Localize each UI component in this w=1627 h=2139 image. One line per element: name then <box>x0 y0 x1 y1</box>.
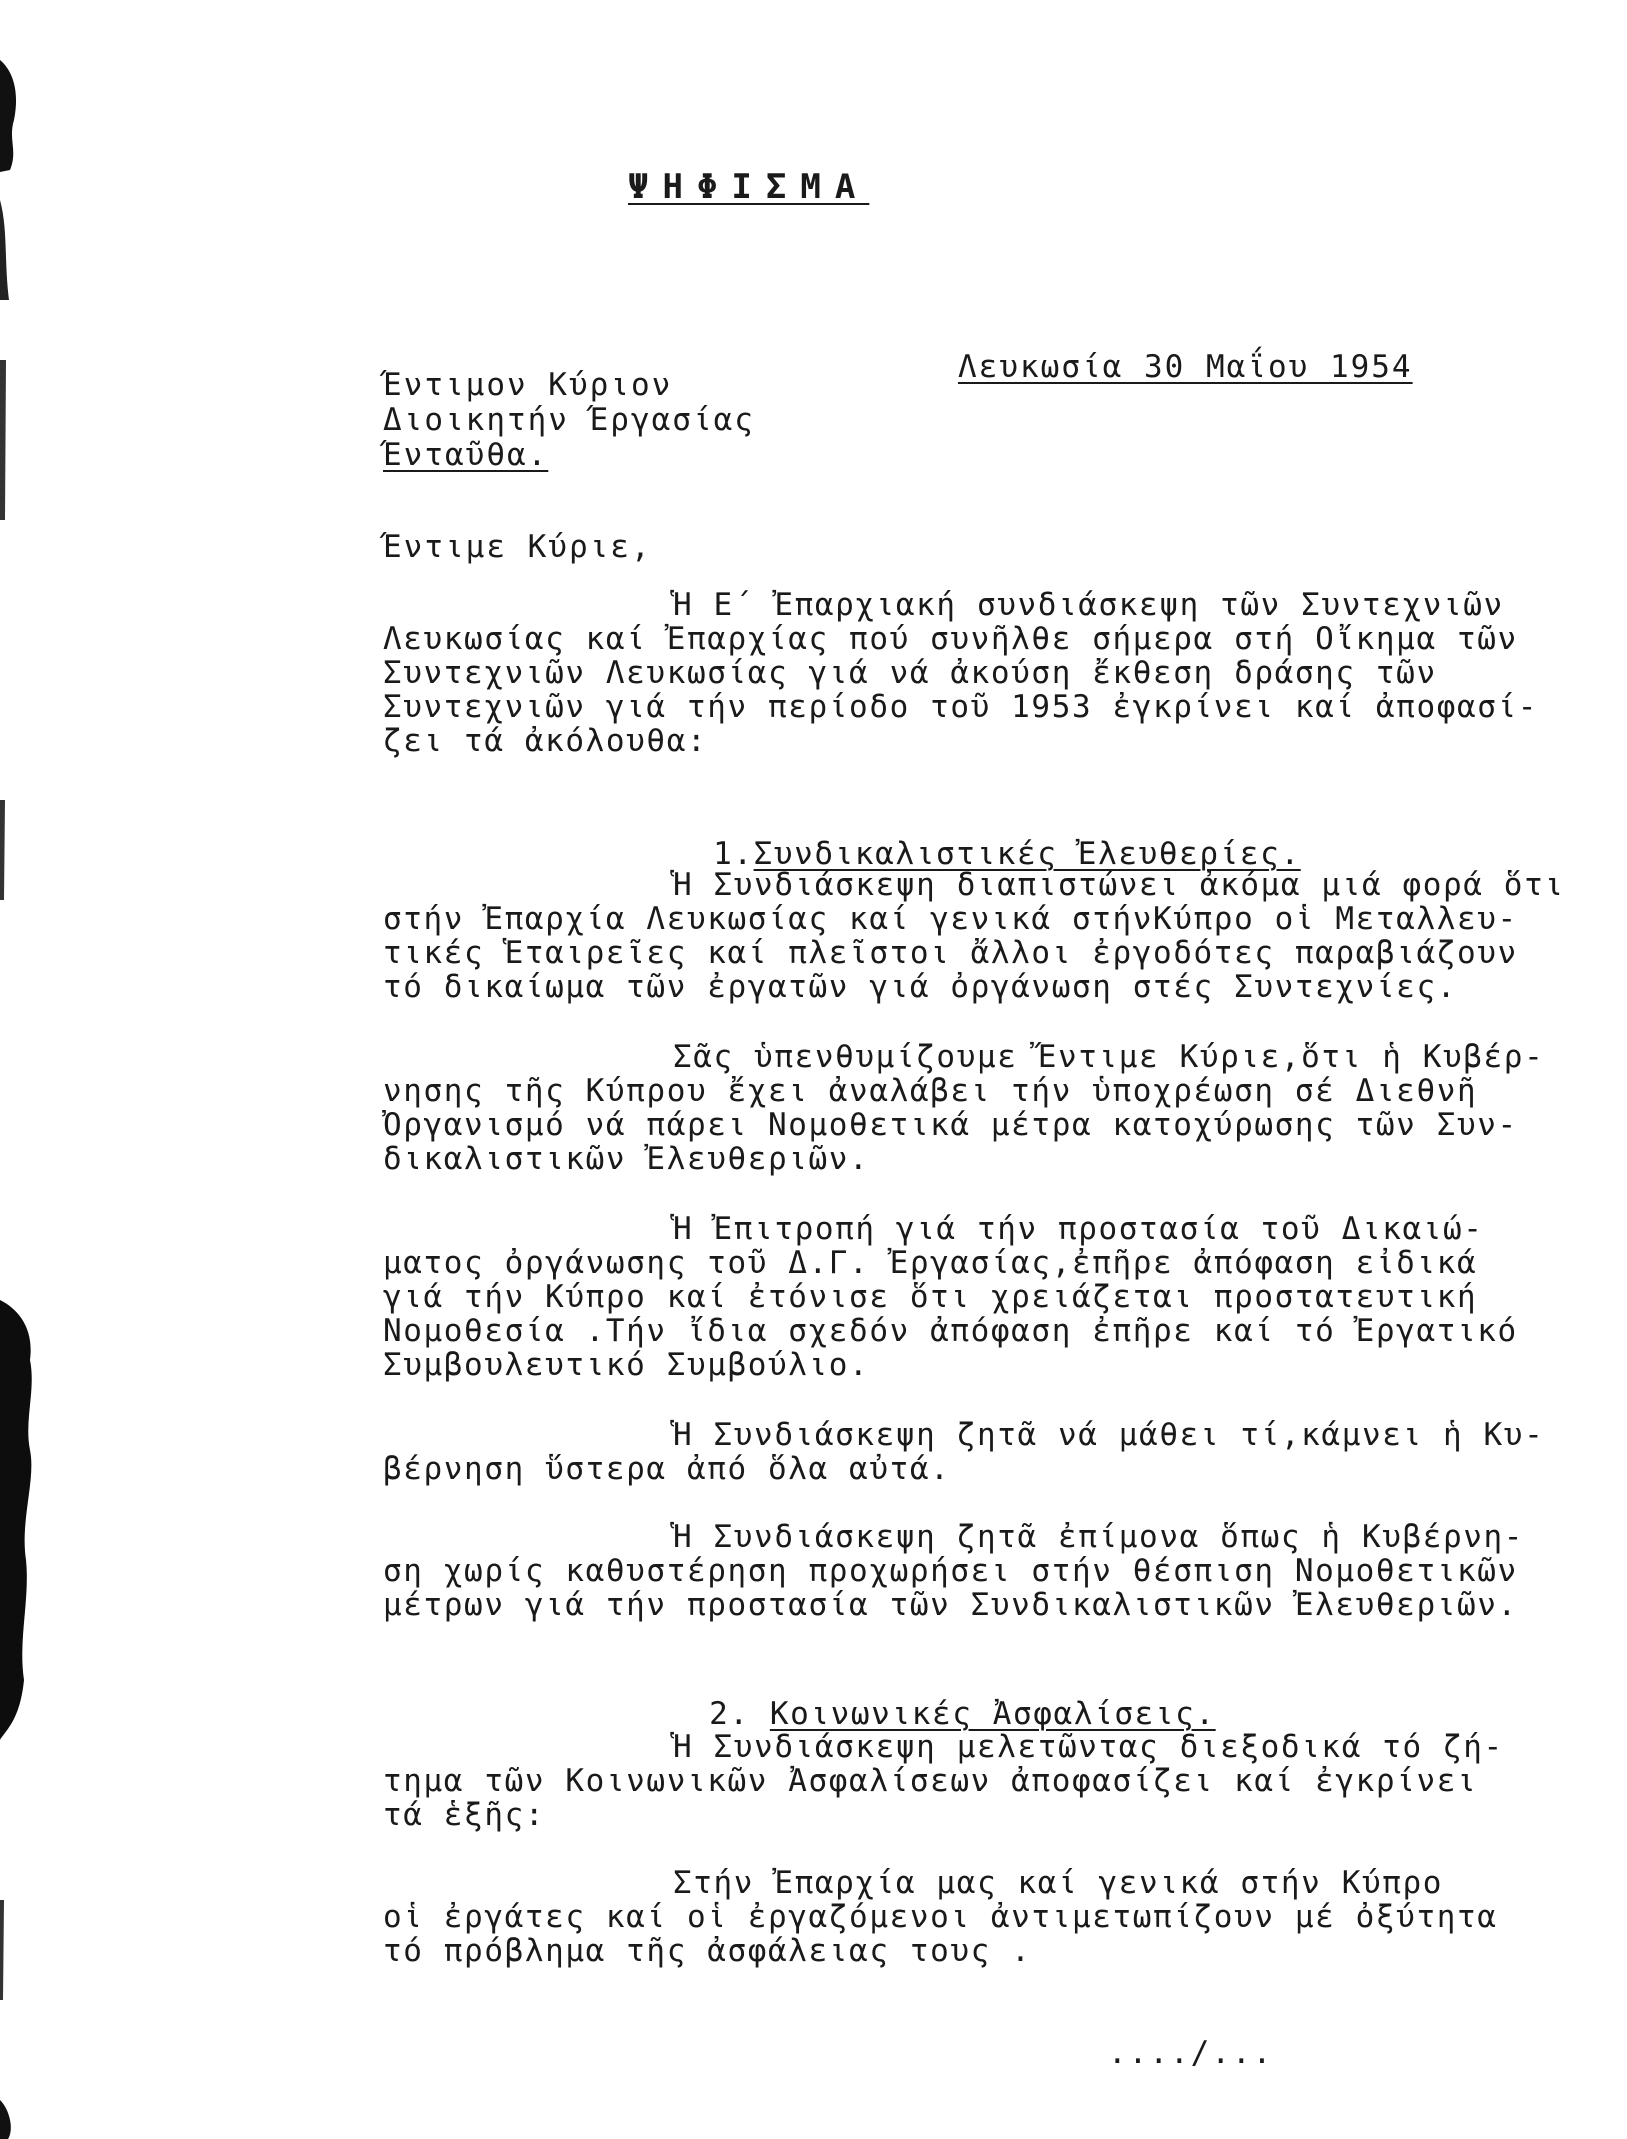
section-title: Συνδικαλιστικές Ἐλευθερίες. <box>753 836 1301 872</box>
text-line: τό πρόβλημα τῆς ἀσφάλειας τους . <box>383 1933 1032 1969</box>
section-1-paragraph-3 <box>383 1212 1583 1382</box>
addressee-line-3: Ένταῦθα. <box>383 437 549 473</box>
section-number: 2. <box>709 1696 750 1732</box>
addressee-line-1: Έντιμον Κύριον <box>383 367 673 403</box>
text-line: Συντεχνιῶν Λευκωσίας γιά νά ἀκούση ἔκθεση δράσης τῶν <box>383 655 1437 691</box>
section-2-paragraph-1 <box>383 1730 1583 1832</box>
text-line: Ἡ Συνδιάσκεψη ζητᾶ ἐπίμονα ὅπως ἡ Κυβέρνη- <box>673 1519 1525 1555</box>
text-line: οἱ ἐργάτες καί οἱ ἐργαζόμενοι ἀντιμετωπίζουν μέ ὀξύτητα <box>383 1899 1498 1935</box>
text-line: Στήν Ἐπαρχία μας καί γενικά στήν Κύπρο <box>673 1865 1444 1901</box>
text-line: ζει τά ἀκόλουθα: <box>383 723 708 759</box>
text-line: βέρνηση ὕστερα ἀπό ὅλα αὐτά. <box>383 1451 951 1487</box>
text-line: Λευκωσίας καί Ἐπαρχίας πού συνῆλθε σήμερα στή Οἴκημα τῶν <box>383 621 1518 657</box>
addressee-line-2: Διοικητήν Έργασίας <box>383 402 755 438</box>
text-line: δικαλιστικῶν Ἐλευθεριῶν. <box>383 1141 870 1177</box>
text-line: μέτρων γιά τήν προστασία τῶν Συνδικαλιστικῶν Ἐλευθεριῶν. <box>383 1587 1518 1623</box>
section-2-paragraph-2 <box>383 1866 1583 1968</box>
text-line: ση χωρίς καθυστέρηση προχωρήσει στήν θέσπιση Νομοθετικῶν <box>383 1553 1518 1589</box>
text-line: τό δικαίωμα τῶν ἐργατῶν γιά ὀργάνωση στές Συντεχνίες. <box>383 969 1457 1005</box>
text-line: Ὀργανισμό νά πάρει Νομοθετικά μέτρα κατοχύρωσης τῶν Συν- <box>383 1107 1518 1143</box>
text-line: Ἡ Συνδιάσκεψη μελετῶντας διεξοδικά τό ζή- <box>673 1729 1504 1765</box>
document-title: ΨΗΦΙΣΜΑ <box>628 167 870 207</box>
text-line: τά ἑξῆς: <box>383 1797 546 1833</box>
section-number: 1. <box>713 836 754 872</box>
text-line: Ἡ Ε΄ Ἐπαρχιακή συνδιάσκεψη τῶν Συντεχνιῶν <box>673 587 1504 623</box>
section-1-paragraph-2 <box>383 1040 1583 1176</box>
text-line: νησης τῆς Κύπρου ἔχει ἀναλάβει τήν ὑποχρέωση σέ Διεθνῆ <box>383 1073 1478 1109</box>
section-1-paragraph-5 <box>383 1520 1583 1622</box>
text-line: τικές Ἑταιρεῖες καί πλεῖστοι ἄλλοι ἐργοδότες παραβιάζουν <box>383 935 1518 971</box>
text-line: τημα τῶν Κοινωνικῶν Ἀσφαλίσεων ἀποφασίζει καί ἐγκρίνει <box>383 1763 1478 1799</box>
text-line: γιά τήν Κύπρο καί ἐτόνισε ὅτι χρειάζεται προστατευτική <box>383 1279 1478 1315</box>
intro-paragraph <box>383 588 1583 758</box>
text-line: Νομοθεσία .Τήν ἴδια σχεδόν ἀπόφαση ἐπῆρε καί τό Ἐργατικό <box>383 1313 1518 1349</box>
scan-edge-marks <box>0 0 60 2139</box>
text-line: Συμβουλευτικό Συμβούλιο. <box>383 1347 870 1383</box>
place-date: Λευκωσία 30 Μαΐου 1954 <box>958 349 1413 385</box>
section-1-paragraph-4 <box>383 1418 1583 1486</box>
section-1-paragraph-1 <box>383 868 1583 1004</box>
text-line: Ἡ Συνδιάσκεψη ζητᾶ νά μάθει τί,κάμνει ἡ Κυ- <box>673 1417 1545 1453</box>
section-title: Κοινωνικές Ἀσφαλίσεις. <box>769 1696 1216 1732</box>
text-line: στήν Ἐπαρχία Λευκωσίας καί γενικά στήνΚύπρο οἱ Μεταλλευ- <box>383 901 1518 937</box>
text-line: Ἡ Ἐπιτροπή γιά τήν προστασία τοῦ Δικαιώ- <box>673 1211 1484 1247</box>
text-line: Ἡ Συνδιάσκεψη διαπιστώνει ἀκόμα μιά φορά ὅτι <box>673 867 1565 903</box>
continuation-marker: ..../... <box>1108 2035 1274 2071</box>
text-line: Σᾶς ὑπενθυμίζουμε Ἔντιμε Κύριε,ὅτι ἡ Κυβέρ- <box>673 1039 1545 1075</box>
salutation: Έντιμε Κύριε, <box>383 529 652 565</box>
text-line: Συντεχνιῶν γιά τήν περίοδο τοῦ 1953 ἐγκρίνει καί ἀποφασί- <box>383 689 1539 725</box>
text-line: ματος ὀργάνωσης τοῦ Δ.Γ. Ἐργασίας,ἐπῆρε ἀπόφαση εἰδικά <box>383 1245 1478 1281</box>
